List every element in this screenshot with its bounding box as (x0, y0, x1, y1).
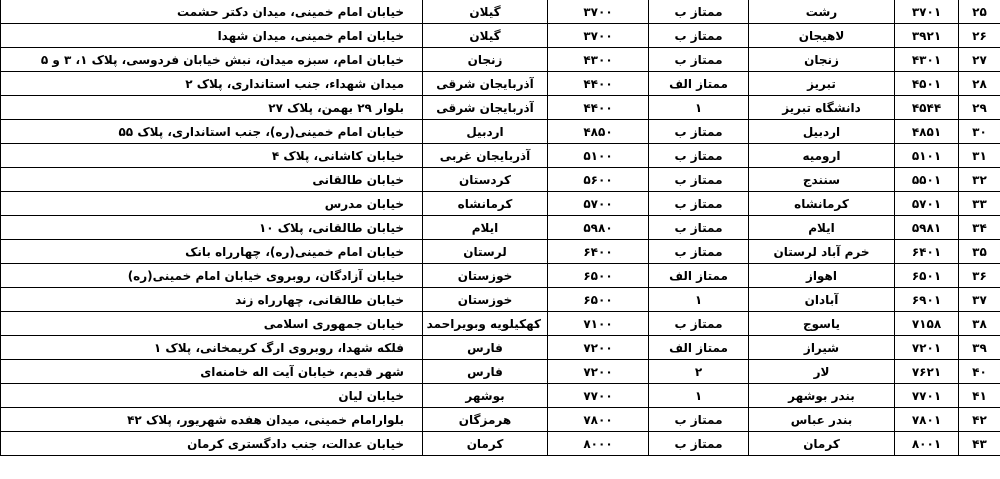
province-cell: ایلام (423, 216, 548, 240)
row-number-cell: ۳۷ (959, 288, 1000, 312)
grade-cell: ممتاز ب (649, 192, 749, 216)
table-row (1, 72, 1000, 96)
row-number-cell: ۳۴ (959, 216, 1000, 240)
row-number-cell: ۲۹ (959, 96, 1000, 120)
province-cell: کردستان (423, 168, 548, 192)
province-cell: هرمزگان (423, 408, 548, 432)
address-cell: خیابان طالقانی، چهارراه زند (1, 288, 423, 312)
row-number-cell: ۲۵ (959, 0, 1000, 24)
address-cell: خیابان طالقانی، پلاک ۱۰ (1, 216, 423, 240)
table-row (1, 24, 1000, 48)
grade-cell: ممتاز ب (649, 0, 749, 24)
province-cell: زنجان (423, 48, 548, 72)
table-row (1, 360, 1000, 384)
province-cell: فارس (423, 336, 548, 360)
city-cell: رشت (749, 0, 895, 24)
address-cell: خیابان عدالت، جنب دادگستری کرمان (1, 432, 423, 456)
grade-cell: ممتاز الف (649, 264, 749, 288)
branch-code-cell: ۴۸۵۱ (895, 120, 959, 144)
branch-code-cell: ۳۷۰۱ (895, 0, 959, 24)
address-cell: شهر قدیم، خیابان آیت اله خامنه‌ای (1, 360, 423, 384)
branch-code-cell: ۵۵۰۱ (895, 168, 959, 192)
grade-cell: ممتاز الف (649, 72, 749, 96)
prefix-code-cell: ۷۱۰۰ (548, 312, 649, 336)
prefix-code-cell: ۴۴۰۰ (548, 72, 649, 96)
prefix-code-cell: ۶۴۰۰ (548, 240, 649, 264)
row-number-cell: ۳۶ (959, 264, 1000, 288)
table-row (1, 192, 1000, 216)
prefix-code-cell: ۴۸۵۰ (548, 120, 649, 144)
grade-cell: ۱ (649, 384, 749, 408)
city-cell: اهواز (749, 264, 895, 288)
province-cell: خوزستان (423, 288, 548, 312)
province-cell: آذربایجان غربی (423, 144, 548, 168)
row-number-cell: ۳۱ (959, 144, 1000, 168)
table-row (1, 408, 1000, 432)
table-row (1, 264, 1000, 288)
table-row (1, 312, 1000, 336)
address-cell: خیابان امام، سبزه میدان، نبش خیابان فردوسی، پلاک ۱، ۳ و ۵ (1, 48, 423, 72)
grade-cell: ممتاز ب (649, 216, 749, 240)
address-cell: خیابان کاشانی، پلاک ۴ (1, 144, 423, 168)
branch-code-cell: ۴۵۰۱ (895, 72, 959, 96)
province-cell: گیلان (423, 24, 548, 48)
branch-code-cell: ۷۲۰۱ (895, 336, 959, 360)
branch-code-cell: ۷۷۰۱ (895, 384, 959, 408)
prefix-code-cell: ۳۷۰۰ (548, 0, 649, 24)
branch-code-cell: ۳۹۲۱ (895, 24, 959, 48)
province-cell: آذربایجان شرقی (423, 96, 548, 120)
table-row (1, 216, 1000, 240)
province-cell: اردبیل (423, 120, 548, 144)
city-cell: لاهیجان (749, 24, 895, 48)
city-cell: بندر بوشهر (749, 384, 895, 408)
address-cell: خیابان امام خمینی، میدان دکتر حشمت (1, 0, 423, 24)
row-number-cell: ۳۹ (959, 336, 1000, 360)
address-cell: خیابان امام خمینی(ره)، چهارراه بانک (1, 240, 423, 264)
table-row (1, 384, 1000, 408)
city-cell: سنندج (749, 168, 895, 192)
address-cell: بلوار ۲۹ بهمن، پلاک ۲۷ (1, 96, 423, 120)
row-number-cell: ۴۱ (959, 384, 1000, 408)
prefix-code-cell: ۵۹۸۰ (548, 216, 649, 240)
table-row (1, 144, 1000, 168)
branch-code-cell: ۷۱۵۸ (895, 312, 959, 336)
grade-cell: ۱ (649, 288, 749, 312)
prefix-code-cell: ۸۰۰۰ (548, 432, 649, 456)
branch-code-cell: ۶۴۰۱ (895, 240, 959, 264)
prefix-code-cell: ۶۵۰۰ (548, 264, 649, 288)
province-cell: بوشهر (423, 384, 548, 408)
prefix-code-cell: ۴۳۰۰ (548, 48, 649, 72)
branch-code-cell: ۴۵۴۴ (895, 96, 959, 120)
prefix-code-cell: ۵۶۰۰ (548, 168, 649, 192)
branch-code-cell: ۷۶۲۱ (895, 360, 959, 384)
grade-cell: ممتاز ب (649, 408, 749, 432)
prefix-code-cell: ۶۵۰۰ (548, 288, 649, 312)
grade-cell: ممتاز ب (649, 432, 749, 456)
address-cell: میدان شهداء، جنب استانداری، پلاک ۲ (1, 72, 423, 96)
province-cell: کرمانشاه (423, 192, 548, 216)
branch-code-cell: ۵۷۰۱ (895, 192, 959, 216)
city-cell: شیراز (749, 336, 895, 360)
branch-code-cell: ۴۳۰۱ (895, 48, 959, 72)
grade-cell: ممتاز ب (649, 240, 749, 264)
city-cell: تبریز (749, 72, 895, 96)
table-row (1, 48, 1000, 72)
province-cell: فارس (423, 360, 548, 384)
city-cell: لار (749, 360, 895, 384)
table-row (1, 120, 1000, 144)
row-number-cell: ۲۷ (959, 48, 1000, 72)
prefix-code-cell: ۴۴۰۰ (548, 96, 649, 120)
address-cell: خیابان لیان (1, 384, 423, 408)
grade-cell: ۱ (649, 96, 749, 120)
city-cell: ایلام (749, 216, 895, 240)
city-cell: آبادان (749, 288, 895, 312)
address-cell: فلکه شهدا، روبروی ارگ کریمخانی، پلاک ۱ (1, 336, 423, 360)
row-number-cell: ۴۳ (959, 432, 1000, 456)
grade-cell: ممتاز الف (649, 336, 749, 360)
address-cell: خیابان امام خمینی، میدان شهدا (1, 24, 423, 48)
province-cell: گیلان (423, 0, 548, 24)
address-cell: خیابان امام خمینی(ره)، جنب استانداری، پلاک ۵۵ (1, 120, 423, 144)
row-number-cell: ۲۶ (959, 24, 1000, 48)
city-cell: اردبیل (749, 120, 895, 144)
grade-cell: ممتاز ب (649, 168, 749, 192)
grade-cell: ممتاز ب (649, 312, 749, 336)
row-number-cell: ۴۲ (959, 408, 1000, 432)
city-cell: یاسوج (749, 312, 895, 336)
city-cell: ارومیه (749, 144, 895, 168)
branch-code-cell: ۸۰۰۱ (895, 432, 959, 456)
prefix-code-cell: ۵۷۰۰ (548, 192, 649, 216)
grade-cell: ممتاز ب (649, 120, 749, 144)
row-number-cell: ۳۰ (959, 120, 1000, 144)
branch-code-cell: ۶۵۰۱ (895, 264, 959, 288)
branch-code-cell: ۵۹۸۱ (895, 216, 959, 240)
row-number-cell: ۳۵ (959, 240, 1000, 264)
prefix-code-cell: ۵۱۰۰ (548, 144, 649, 168)
table-row (1, 168, 1000, 192)
table-row (1, 432, 1000, 456)
grade-cell: ۲ (649, 360, 749, 384)
city-cell: دانشگاه تبریز (749, 96, 895, 120)
province-cell: لرستان (423, 240, 548, 264)
row-number-cell: ۳۸ (959, 312, 1000, 336)
table-row (1, 240, 1000, 264)
province-cell: کرمان (423, 432, 548, 456)
address-cell: خیابان مدرس (1, 192, 423, 216)
address-cell: خیابان طالقانی (1, 168, 423, 192)
table-row (1, 336, 1000, 360)
address-cell: بلوارامام خمینی، میدان هفده شهریور، پلاک ۴۲ (1, 408, 423, 432)
city-cell: خرم آباد لرستان (749, 240, 895, 264)
branch-code-cell: ۵۱۰۱ (895, 144, 959, 168)
city-cell: زنجان (749, 48, 895, 72)
row-number-cell: ۳۲ (959, 168, 1000, 192)
address-cell: خیابان جمهوری اسلامی (1, 312, 423, 336)
province-cell: کهکیلویه وبویراحمد (423, 312, 548, 336)
table-row (1, 288, 1000, 312)
prefix-code-cell: ۷۷۰۰ (548, 384, 649, 408)
row-number-cell: ۳۳ (959, 192, 1000, 216)
table-row (1, 96, 1000, 120)
city-cell: کرمانشاه (749, 192, 895, 216)
branch-code-cell: ۶۹۰۱ (895, 288, 959, 312)
address-cell: خیابان آزادگان، روبروی خیابان امام خمینی(ره) (1, 264, 423, 288)
province-cell: خوزستان (423, 264, 548, 288)
branch-code-cell: ۷۸۰۱ (895, 408, 959, 432)
grade-cell: ممتاز ب (649, 24, 749, 48)
province-cell: آذربایجان شرقی (423, 72, 548, 96)
row-number-cell: ۲۸ (959, 72, 1000, 96)
prefix-code-cell: ۷۸۰۰ (548, 408, 649, 432)
city-cell: کرمان (749, 432, 895, 456)
grade-cell: ممتاز ب (649, 144, 749, 168)
city-cell: بندر عباس (749, 408, 895, 432)
row-number-cell: ۴۰ (959, 360, 1000, 384)
prefix-code-cell: ۳۷۰۰ (548, 24, 649, 48)
prefix-code-cell: ۷۲۰۰ (548, 360, 649, 384)
prefix-code-cell: ۷۲۰۰ (548, 336, 649, 360)
branch-table-body (1, 0, 1000, 456)
table-row (1, 0, 1000, 24)
grade-cell: ممتاز ب (649, 48, 749, 72)
